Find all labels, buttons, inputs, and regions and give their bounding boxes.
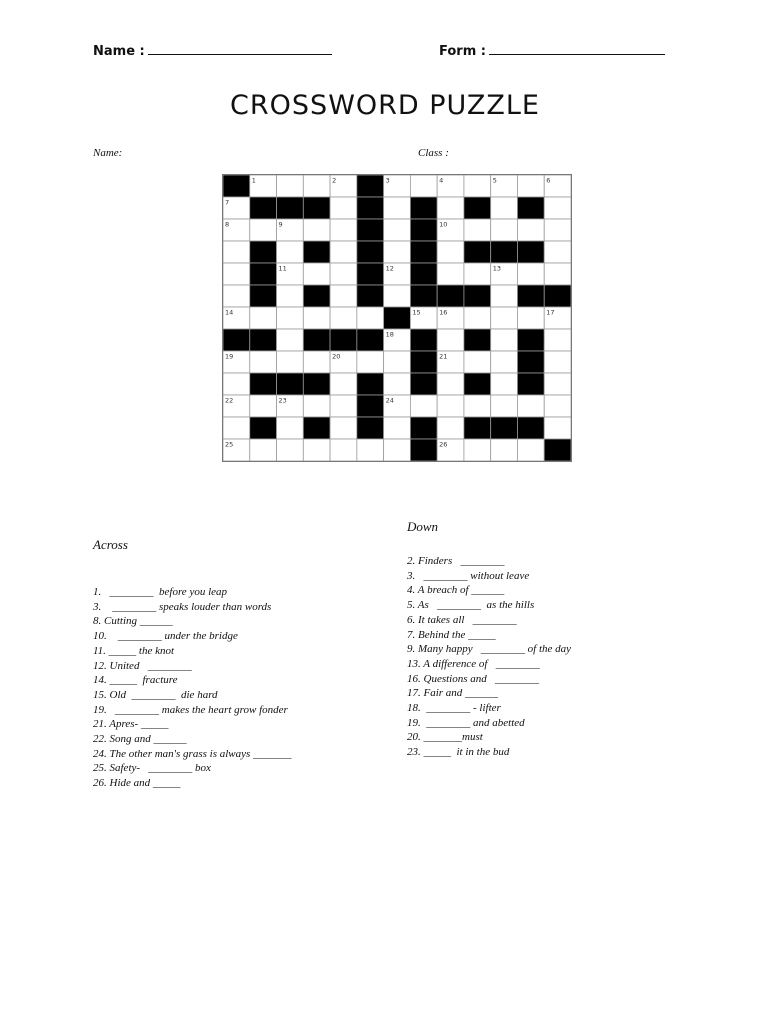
grid-block-cell <box>517 351 544 373</box>
grid-answer-cell[interactable] <box>250 395 277 417</box>
down-clue: 7. Behind the _____ <box>407 628 496 641</box>
grid-block-cell <box>250 285 277 307</box>
grid-answer-cell[interactable] <box>250 439 277 461</box>
grid-block-cell <box>250 263 277 285</box>
grid-block-cell <box>303 329 330 351</box>
grid-block-cell <box>357 263 384 285</box>
grid-answer-cell[interactable] <box>303 219 330 241</box>
grid-answer-cell[interactable] <box>384 219 411 241</box>
grid-clue-number: 24 <box>385 396 394 405</box>
across-clue: 3. ________ speaks louder than words <box>93 600 272 613</box>
grid-block-cell <box>303 285 330 307</box>
grid-answer-cell[interactable] <box>330 307 357 329</box>
grid-answer-cell[interactable] <box>250 307 277 329</box>
across-clue: 21. Apres- _____ <box>93 718 169 731</box>
grid-block-cell <box>517 417 544 439</box>
grid-answer-cell[interactable] <box>277 285 304 307</box>
grid-answer-cell[interactable] <box>517 307 544 329</box>
across-clue: 22. Song and ______ <box>93 733 187 746</box>
crossword-grid-svg <box>223 175 571 461</box>
grid-answer-cell[interactable] <box>410 175 437 197</box>
down-clue: 17. Fair and ______ <box>407 687 499 700</box>
grid-answer-cell[interactable] <box>544 395 571 417</box>
grid-block-cell <box>410 219 437 241</box>
down-clue-list <box>407 554 707 760</box>
grid-block-cell <box>277 197 304 219</box>
grid-answer-cell[interactable] <box>491 219 518 241</box>
grid-block-cell <box>357 175 384 197</box>
grid-answer-cell[interactable] <box>517 439 544 461</box>
grid-block-cell <box>517 197 544 219</box>
across-clue: 8. Cutting ______ <box>93 615 173 628</box>
grid-answer-cell[interactable] <box>357 351 384 373</box>
grid-clue-number: 12 <box>385 264 394 273</box>
grid-answer-cell[interactable] <box>437 263 464 285</box>
grid-answer-cell[interactable] <box>223 373 250 395</box>
grid-answer-cell[interactable] <box>330 395 357 417</box>
grid-answer-cell[interactable] <box>437 197 464 219</box>
grid-clue-number: 7 <box>225 198 230 207</box>
grid-answer-cell[interactable] <box>544 351 571 373</box>
grid-block-cell <box>250 373 277 395</box>
grid-block-cell <box>464 329 491 351</box>
grid-answer-cell[interactable] <box>277 241 304 263</box>
grid-block-cell <box>303 197 330 219</box>
grid-clue-number: 2 <box>332 176 337 185</box>
grid-block-cell <box>437 285 464 307</box>
grid-clue-number: 3 <box>385 176 390 185</box>
down-clue: 3. ________ without leave <box>407 569 530 582</box>
grid-answer-cell[interactable] <box>544 263 571 285</box>
grid-clue-number: 19 <box>225 352 234 361</box>
grid-block-cell <box>544 439 571 461</box>
page-title: CROSSWORD PUZZLE <box>230 90 540 121</box>
grid-answer-cell[interactable] <box>277 351 304 373</box>
grid-answer-cell[interactable] <box>517 395 544 417</box>
grid-answer-cell[interactable] <box>223 263 250 285</box>
grid-answer-cell[interactable] <box>303 175 330 197</box>
grid-block-cell <box>464 285 491 307</box>
down-clue: 20. _______must <box>407 731 483 744</box>
grid-answer-cell[interactable] <box>491 439 518 461</box>
grid-answer-cell[interactable] <box>384 285 411 307</box>
grid-answer-cell[interactable] <box>464 395 491 417</box>
grid-block-cell <box>303 241 330 263</box>
grid-block-cell <box>517 373 544 395</box>
grid-block-cell <box>277 373 304 395</box>
grid-answer-cell[interactable] <box>330 373 357 395</box>
grid-block-cell <box>384 307 411 329</box>
grid-answer-cell[interactable] <box>277 307 304 329</box>
grid-answer-cell[interactable] <box>277 439 304 461</box>
grid-answer-cell[interactable] <box>464 307 491 329</box>
grid-clue-number: 22 <box>225 396 234 405</box>
crossword-grid <box>222 174 572 462</box>
grid-answer-cell[interactable] <box>544 197 571 219</box>
header-name-field <box>93 42 332 59</box>
grid-answer-cell[interactable] <box>277 417 304 439</box>
grid-answer-cell[interactable] <box>277 329 304 351</box>
grid-block-cell <box>357 329 384 351</box>
grid-block-cell <box>517 285 544 307</box>
grid-block-cell <box>357 285 384 307</box>
across-clue: 11. _____ the knot <box>93 644 175 657</box>
grid-answer-cell[interactable] <box>330 439 357 461</box>
subheader-name-label: Name: <box>93 147 123 159</box>
grid-block-cell <box>303 373 330 395</box>
grid-block-cell <box>410 197 437 219</box>
grid-answer-cell[interactable] <box>437 329 464 351</box>
grid-block-cell <box>410 329 437 351</box>
down-clue: 4. A breach of ______ <box>407 584 505 597</box>
across-clue: 25. Safety- ________ box <box>93 762 211 775</box>
header-form-blank-line[interactable] <box>489 42 665 55</box>
grid-block-cell <box>357 197 384 219</box>
grid-answer-cell[interactable] <box>303 307 330 329</box>
grid-answer-cell[interactable] <box>384 197 411 219</box>
across-clue: 26. Hide and _____ <box>93 777 181 790</box>
grid-answer-cell[interactable] <box>437 373 464 395</box>
grid-answer-cell[interactable] <box>544 241 571 263</box>
grid-block-cell <box>250 241 277 263</box>
across-clue: 1. ________ before you leap <box>93 586 228 598</box>
grid-answer-cell[interactable] <box>464 351 491 373</box>
grid-answer-cell[interactable] <box>357 307 384 329</box>
grid-answer-cell[interactable] <box>464 263 491 285</box>
grid-clue-number: 14 <box>225 308 234 317</box>
grid-block-cell <box>410 373 437 395</box>
grid-clue-number: 13 <box>492 264 501 273</box>
down-clue: 6. It takes all ________ <box>407 613 517 626</box>
down-clue: 23. _____ it in the bud <box>407 746 510 759</box>
grid-block-cell <box>357 417 384 439</box>
grid-answer-cell[interactable] <box>437 395 464 417</box>
grid-answer-cell[interactable] <box>384 439 411 461</box>
header-form-label: Form : <box>439 44 486 59</box>
grid-answer-cell[interactable] <box>223 417 250 439</box>
grid-clue-number: 1 <box>251 176 256 185</box>
down-heading: Down <box>407 519 439 534</box>
grid-answer-cell[interactable] <box>491 329 518 351</box>
grid-clue-number: 26 <box>439 440 448 449</box>
grid-clue-number: 5 <box>492 176 497 185</box>
grid-answer-cell[interactable] <box>410 395 437 417</box>
grid-clue-number: 11 <box>278 264 287 273</box>
across-clue: 24. The other man's grass is always _______ <box>93 747 292 760</box>
grid-answer-cell[interactable] <box>303 263 330 285</box>
grid-answer-cell[interactable] <box>384 373 411 395</box>
down-clue: 5. As ________ as the hills <box>407 599 535 612</box>
header-name-label: Name : <box>93 44 145 59</box>
grid-clue-number: 6 <box>546 176 551 185</box>
grid-block-cell <box>544 285 571 307</box>
across-clue: 14. _____ fracture <box>93 674 178 687</box>
grid-answer-cell[interactable] <box>517 175 544 197</box>
across-clue: 10. ________ under the bridge <box>93 630 238 643</box>
grid-block-cell <box>410 351 437 373</box>
grid-answer-cell[interactable] <box>491 373 518 395</box>
grid-answer-cell[interactable] <box>491 197 518 219</box>
grid-clue-number: 21 <box>439 352 448 361</box>
grid-block-cell <box>357 219 384 241</box>
across-clue: 12. United ________ <box>93 659 192 672</box>
grid-answer-cell[interactable] <box>437 241 464 263</box>
header-form-field <box>439 42 665 59</box>
down-clue: 13. A difference of ________ <box>407 657 540 670</box>
grid-block-cell <box>357 241 384 263</box>
grid-block-cell <box>491 241 518 263</box>
grid-answer-cell[interactable] <box>384 241 411 263</box>
grid-answer-cell[interactable] <box>384 351 411 373</box>
header-name-blank-line[interactable] <box>148 42 332 55</box>
grid-answer-cell[interactable] <box>437 417 464 439</box>
grid-clue-number: 17 <box>546 308 555 317</box>
grid-answer-cell[interactable] <box>464 175 491 197</box>
grid-block-cell <box>410 417 437 439</box>
grid-block-cell <box>357 395 384 417</box>
grid-clue-number: 23 <box>278 396 287 405</box>
grid-answer-cell[interactable] <box>277 175 304 197</box>
grid-answer-cell[interactable] <box>464 439 491 461</box>
grid-block-cell <box>464 417 491 439</box>
grid-clue-number: 10 <box>439 220 448 229</box>
grid-block-cell <box>410 439 437 461</box>
grid-block-cell <box>303 417 330 439</box>
grid-answer-cell[interactable] <box>384 417 411 439</box>
grid-clue-number: 25 <box>225 440 234 449</box>
down-clue: 2. Finders ________ <box>407 555 505 567</box>
grid-answer-cell[interactable] <box>250 219 277 241</box>
grid-answer-cell[interactable] <box>303 395 330 417</box>
grid-answer-cell[interactable] <box>464 219 491 241</box>
grid-block-cell <box>464 197 491 219</box>
grid-answer-cell[interactable] <box>491 395 518 417</box>
grid-block-cell <box>410 285 437 307</box>
grid-block-cell <box>250 329 277 351</box>
grid-answer-cell[interactable] <box>250 351 277 373</box>
grid-clue-number: 8 <box>225 220 230 229</box>
grid-block-cell <box>410 263 437 285</box>
across-clue: 19. ________ makes the heart grow fonder <box>93 703 288 716</box>
grid-block-cell <box>464 241 491 263</box>
grid-answer-cell[interactable] <box>544 329 571 351</box>
across-heading: Across <box>93 537 128 552</box>
grid-block-cell <box>223 175 250 197</box>
grid-answer-cell[interactable] <box>544 219 571 241</box>
grid-answer-cell[interactable] <box>330 241 357 263</box>
grid-answer-cell[interactable] <box>544 373 571 395</box>
grid-clue-number: 9 <box>278 220 283 229</box>
grid-answer-cell[interactable] <box>491 307 518 329</box>
grid-answer-cell[interactable] <box>223 285 250 307</box>
grid-answer-cell[interactable] <box>223 241 250 263</box>
grid-clue-number: 4 <box>439 176 444 185</box>
grid-block-cell <box>464 373 491 395</box>
grid-answer-cell[interactable] <box>303 439 330 461</box>
grid-block-cell <box>517 329 544 351</box>
grid-block-cell <box>250 197 277 219</box>
grid-clue-number: 20 <box>332 352 341 361</box>
grid-answer-cell[interactable] <box>330 263 357 285</box>
across-clue-list <box>93 585 393 791</box>
grid-answer-cell[interactable] <box>357 439 384 461</box>
grid-clue-number: 18 <box>385 330 394 339</box>
grid-answer-cell[interactable] <box>491 351 518 373</box>
grid-block-cell <box>517 241 544 263</box>
grid-block-cell <box>357 373 384 395</box>
down-clue: 16. Questions and ________ <box>407 672 539 685</box>
grid-clue-number: 16 <box>439 308 448 317</box>
grid-answer-cell[interactable] <box>544 417 571 439</box>
grid-block-cell <box>491 417 518 439</box>
grid-block-cell <box>330 329 357 351</box>
grid-answer-cell[interactable] <box>517 219 544 241</box>
grid-answer-cell[interactable] <box>517 263 544 285</box>
grid-block-cell <box>250 417 277 439</box>
across-clue: 15. Old ________ die hard <box>93 688 218 701</box>
down-clue: 9. Many happy ________ of the day <box>407 643 572 656</box>
grid-answer-cell[interactable] <box>491 285 518 307</box>
grid-block-cell <box>223 329 250 351</box>
grid-answer-cell[interactable] <box>330 417 357 439</box>
down-clue: 19. ________ and abetted <box>407 716 525 729</box>
grid-block-cell <box>410 241 437 263</box>
grid-answer-cell[interactable] <box>330 219 357 241</box>
grid-clue-number: 15 <box>412 308 421 317</box>
grid-answer-cell[interactable] <box>330 285 357 307</box>
down-clue: 18. ________ - lifter <box>407 702 501 715</box>
grid-answer-cell[interactable] <box>303 351 330 373</box>
subheader-class-label: Class : <box>418 147 449 159</box>
grid-answer-cell[interactable] <box>330 197 357 219</box>
